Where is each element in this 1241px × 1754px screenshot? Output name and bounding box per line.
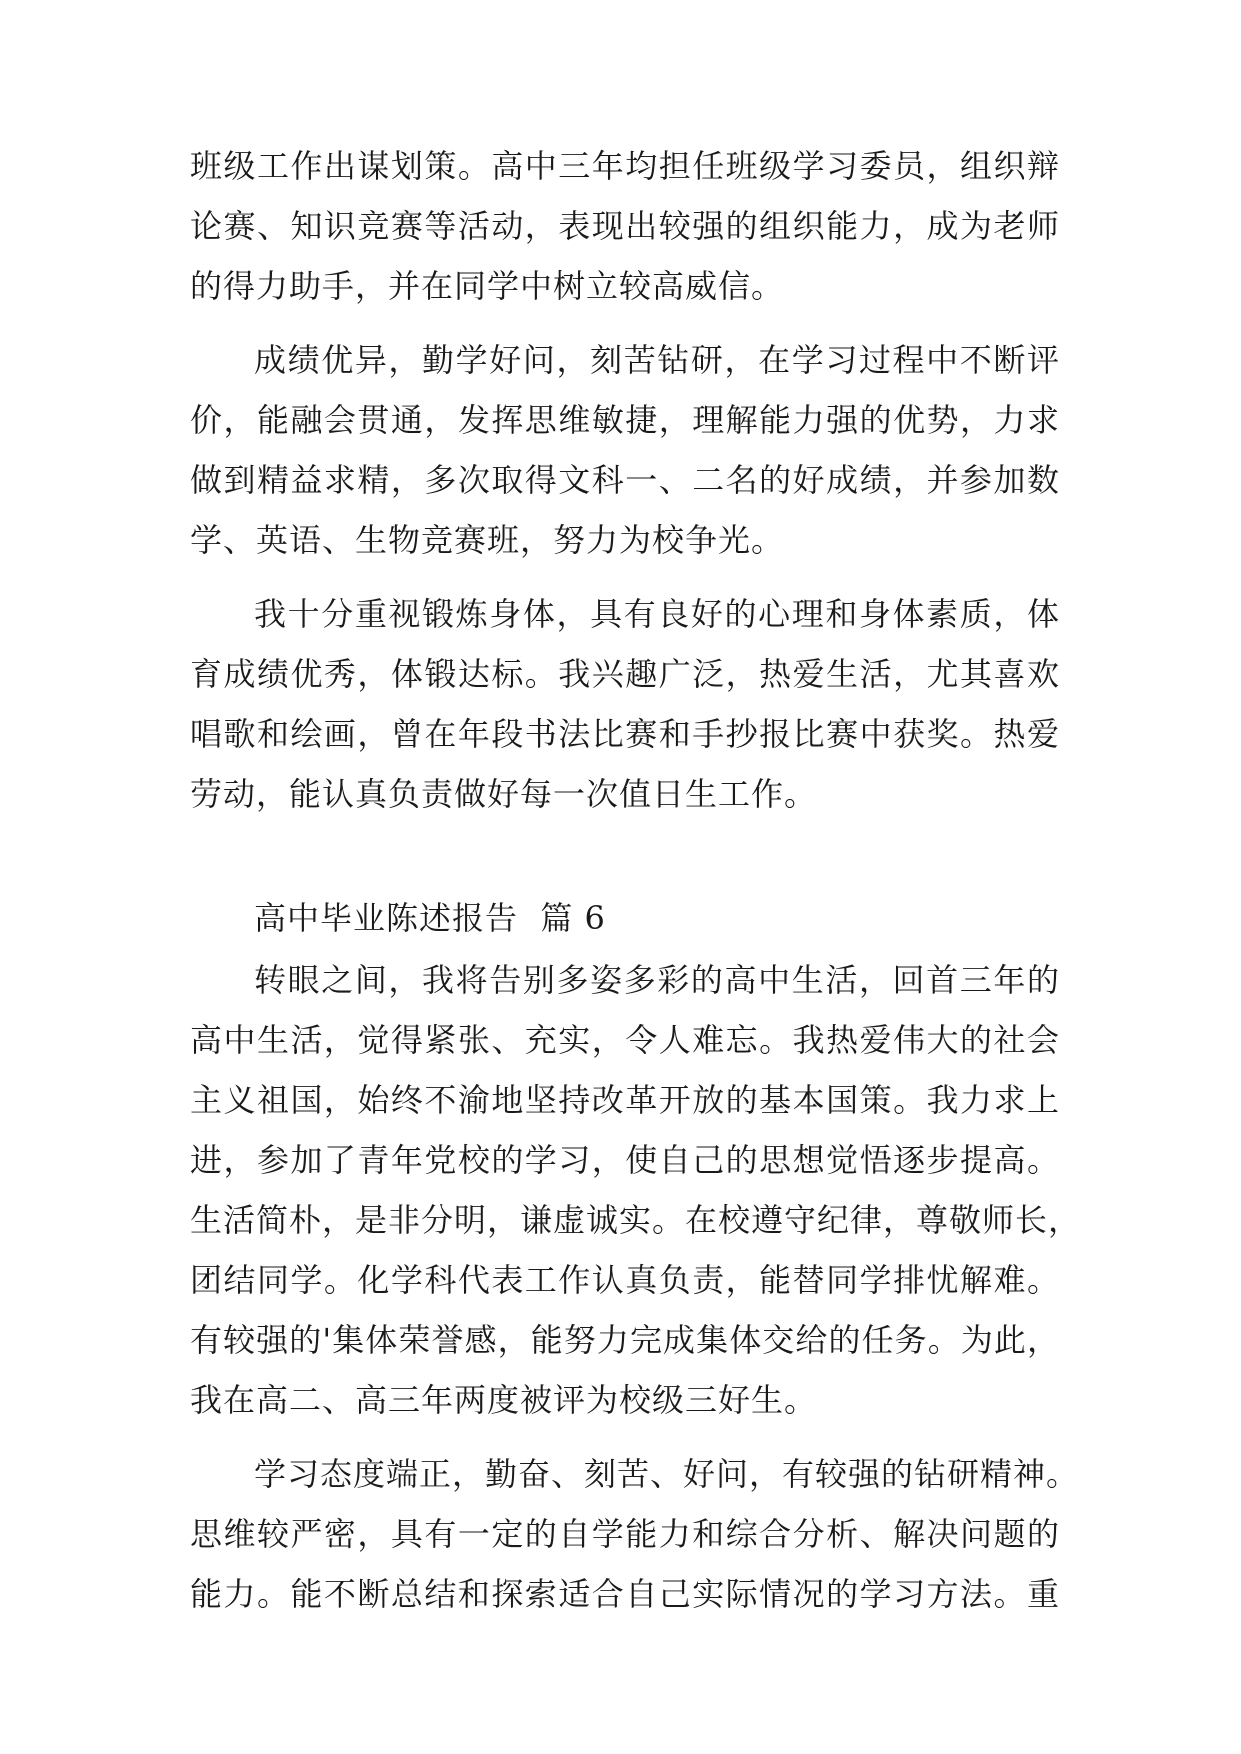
text-line: 团结同学。化学科代表工作认真负责，能替同学排忧解难。 <box>190 1261 1060 1299</box>
text-line: 班级工作出谋划策。高中三年均担任班级学习委员，组织辩 <box>190 147 1060 185</box>
text-line: 育成绩优秀，体锻达标。我兴趣广泛，热爱生活，尤其喜欢 <box>190 655 1060 693</box>
text-line: 成绩优异，勤学好问，刻苦钻研，在学习过程中不断评 <box>254 341 1060 379</box>
text-line: 学、英语、生物竞赛班，努力为校争光。 <box>190 521 785 559</box>
text-line: 有较强的'集体荣誉感，能努力完成集体交给的任务。为此， <box>190 1321 1060 1359</box>
text-line: 我在高二、高三年两度被评为校级三好生。 <box>190 1381 818 1419</box>
text-line: 主义祖国，始终不渝地坚持改革开放的基本国策。我力求上 <box>190 1081 1060 1119</box>
text-line: 做到精益求精，多次取得文科一、二名的好成绩，并参加数 <box>190 461 1060 499</box>
text-line: 高中生活，觉得紧张、充实，令人难忘。我热爱伟大的社会 <box>190 1021 1060 1059</box>
section-heading: 高中毕业陈述报告 篇 6 <box>254 899 606 937</box>
text-line: 转眼之间，我将告别多姿多彩的高中生活，回首三年的 <box>254 961 1060 999</box>
text-line: 生活简朴，是非分明，谦虚诚实。在校遵守纪律，尊敬师长， <box>190 1201 1082 1239</box>
text-line: 价，能融会贯通，发挥思维敏捷，理解能力强的优势，力求 <box>190 401 1060 439</box>
text-line: 进，参加了青年党校的学习，使自己的思想觉悟逐步提高。 <box>190 1141 1060 1179</box>
text-line: 思维较严密，具有一定的自学能力和综合分析、解决问题的 <box>190 1515 1060 1553</box>
text-line: 的得力助手，并在同学中树立较高威信。 <box>190 267 785 305</box>
text-line: 唱歌和绘画，曾在年段书法比赛和手抄报比赛中获奖。热爱 <box>190 715 1060 753</box>
text-line: 劳动，能认真负责做好每一次值日生工作。 <box>190 775 818 813</box>
text-line: 学习态度端正，勤奋、刻苦、好问，有较强的钻研精神。 <box>254 1455 1080 1493</box>
text-line: 能力。能不断总结和探索适合自己实际情况的学习方法。重 <box>190 1575 1060 1613</box>
text-line: 我十分重视锻炼身体，具有良好的心理和身体素质，体 <box>254 595 1060 633</box>
text-line: 论赛、知识竞赛等活动，表现出较强的组织能力，成为老师 <box>190 207 1060 245</box>
